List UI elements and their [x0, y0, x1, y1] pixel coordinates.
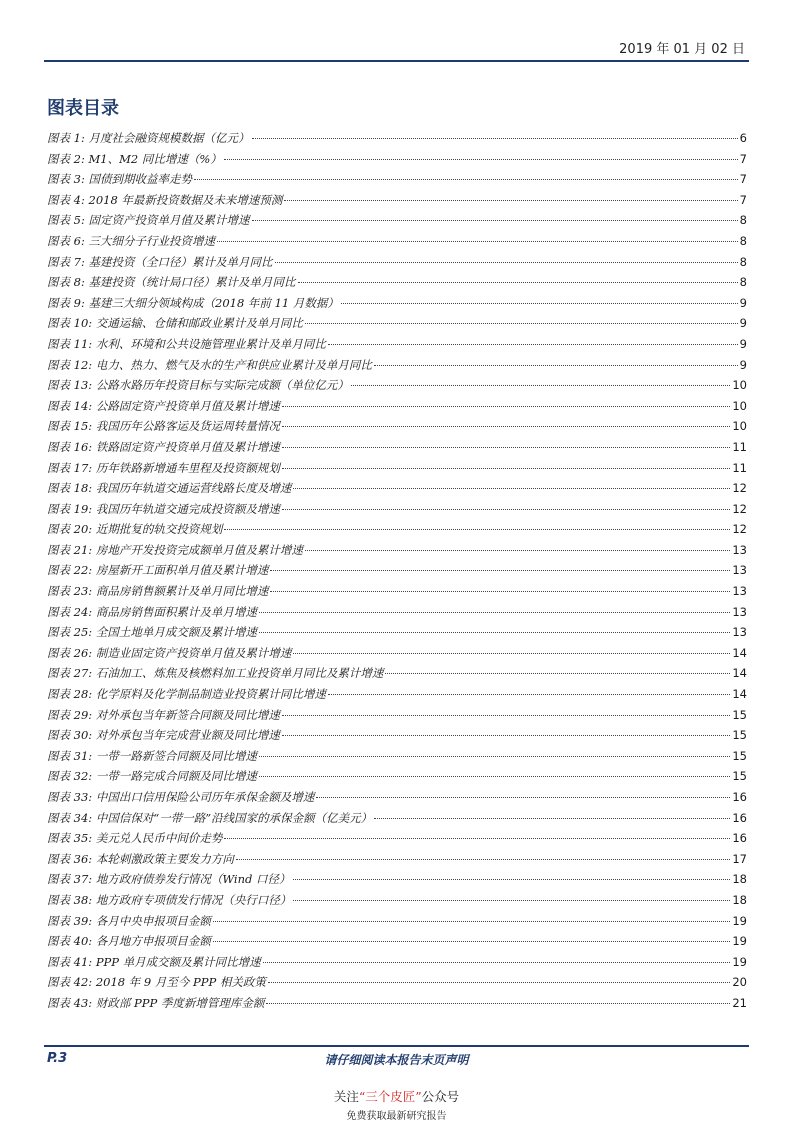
toc-leader-dots [217, 241, 738, 242]
toc-entry-label: 图表 5: 固定资产投资单月值及累计增速 [47, 213, 250, 228]
toc-entry[interactable] [47, 171, 747, 192]
toc-leader-dots [305, 550, 731, 551]
toc-leader-dots [224, 838, 730, 839]
toc-entry[interactable] [47, 418, 747, 439]
toc-list [47, 130, 747, 1016]
toc-entry[interactable] [47, 768, 747, 789]
toc-leader-dots [252, 138, 738, 139]
follow-prefix: 关注 [333, 1089, 359, 1104]
toc-entry-page: 13 [732, 542, 747, 557]
toc-entry-label: 图表 30: 对外承包当年完成营业额及同比增速 [47, 728, 280, 743]
toc-entry-page: 20 [732, 975, 747, 990]
toc-entry-label: 图表 3: 国债到期收益率走势 [47, 172, 193, 187]
header-divider [44, 60, 749, 62]
toc-entry-page: 15 [732, 728, 747, 743]
toc-entry[interactable] [47, 871, 747, 892]
toc-entry-label: 图表 9: 基建三大细分领域构成（2018 年前 11 月数据） [47, 295, 339, 310]
toc-entry[interactable] [47, 130, 747, 151]
toc-entry[interactable] [47, 439, 747, 460]
toc-entry-page: 12 [732, 481, 747, 496]
toc-entry[interactable] [47, 480, 747, 501]
toc-entry[interactable] [47, 233, 747, 254]
toc-entry[interactable] [47, 974, 747, 995]
toc-entry-label: 图表 21: 房地产开发投资完成额单月值及累计增速 [47, 542, 303, 557]
toc-title: 图表目录 [47, 98, 119, 119]
toc-entry-label: 图表 40: 各月地方申报项目金额 [47, 934, 211, 949]
toc-entry[interactable] [47, 274, 747, 295]
toc-leader-dots [293, 653, 730, 654]
toc-entry-label: 图表 37: 地方政府债券发行情况（Wind 口径） [47, 872, 291, 887]
toc-leader-dots [351, 385, 731, 386]
toc-leader-dots [341, 303, 738, 304]
toc-entry-label: 图表 12: 电力、热力、燃气及水的生产和供应业累计及单月同比 [47, 357, 372, 372]
toc-entry[interactable] [47, 624, 747, 645]
toc-entry-label: 图表 17: 历年铁路新增通车里程及投资额规划 [47, 460, 280, 475]
toc-entry-page: 12 [732, 501, 747, 516]
toc-entry-label: 图表 32: 一带一路完成合同额及同比增速 [47, 769, 257, 784]
toc-leader-dots [270, 570, 730, 571]
toc-leader-dots [282, 406, 731, 407]
toc-entry-label: 图表 14: 公路固定资产投资单月值及累计增速 [47, 398, 280, 413]
toc-entry[interactable] [47, 995, 747, 1016]
toc-entry-page: 17 [732, 851, 747, 866]
toc-leader-dots [282, 447, 731, 448]
toc-leader-dots [374, 365, 738, 366]
toc-entry-page: 18 [732, 872, 747, 887]
toc-entry-label: 图表 18: 我国历年轨道交通运营线路长度及增速 [47, 481, 292, 496]
toc-entry[interactable] [47, 727, 747, 748]
toc-entry[interactable] [47, 295, 747, 316]
toc-entry[interactable] [47, 810, 747, 831]
toc-leader-dots [259, 756, 731, 757]
toc-leader-dots [282, 509, 731, 510]
toc-entry-label: 图表 11: 水利、环境和公共设施管理业累计及单月同比 [47, 336, 326, 351]
toc-entry-label: 图表 39: 各月中央申报项目金额 [47, 913, 211, 928]
toc-entry-page: 11 [732, 460, 747, 475]
toc-leader-dots [316, 797, 730, 798]
toc-entry-page: 10 [732, 419, 747, 434]
toc-entry[interactable] [47, 212, 747, 233]
toc-entry-page: 15 [732, 748, 747, 763]
toc-leader-dots [213, 921, 731, 922]
toc-entry[interactable] [47, 336, 747, 357]
toc-entry[interactable] [47, 665, 747, 686]
toc-leader-dots [224, 529, 730, 530]
toc-entry[interactable] [47, 933, 747, 954]
toc-entry-label: 图表 15: 我国历年公路客运及货运周转量情况 [47, 419, 280, 434]
toc-leader-dots [282, 468, 731, 469]
toc-entry[interactable] [47, 954, 747, 975]
account-name: “三个皮匠” [358, 1089, 422, 1104]
toc-leader-dots [270, 591, 730, 592]
toc-entry[interactable] [47, 501, 747, 522]
toc-leader-dots [293, 900, 730, 901]
toc-leader-dots [328, 694, 731, 695]
toc-entry[interactable] [47, 398, 747, 419]
toc-entry-label: 图表 4: 2018 年最新投资数据及未来增速预测 [47, 192, 283, 207]
toc-leader-dots [224, 159, 738, 160]
toc-entry-label: 图表 38: 地方政府专项债发行情况（央行口径） [47, 892, 292, 907]
toc-entry-page: 14 [732, 666, 747, 681]
toc-entry-page: 18 [732, 892, 747, 907]
toc-entry-label: 图表 22: 房屋新开工面积单月值及累计增速 [47, 563, 269, 578]
toc-entry-page: 8 [739, 275, 747, 290]
toc-entry-label: 图表 43: 财政部 PPP 季度新增管理库金额 [47, 995, 265, 1010]
toc-entry[interactable] [47, 357, 747, 378]
toc-entry-page: 16 [732, 831, 747, 846]
report-date: 2019 年 01 月 02 日 [619, 42, 745, 57]
toc-leader-dots [259, 632, 731, 633]
toc-entry-page: 16 [732, 790, 747, 804]
toc-entry[interactable] [47, 315, 747, 336]
toc-entry[interactable] [47, 542, 747, 563]
toc-entry-page: 6 [739, 131, 747, 145]
toc-entry[interactable] [47, 645, 747, 666]
toc-entry-label: 图表 10: 交通运输、仓储和邮政业累计及单月同比 [47, 316, 303, 331]
toc-entry-page: 11 [732, 439, 747, 454]
toc-leader-dots [293, 879, 731, 880]
toc-leader-dots [298, 282, 738, 283]
toc-entry-page: 13 [732, 625, 747, 640]
toc-entry-page: 19 [732, 954, 747, 969]
toc-entry-page: 8 [739, 213, 747, 228]
toc-entry[interactable] [47, 151, 747, 172]
toc-entry-page: 12 [732, 522, 747, 537]
free-report-text: 免费获取最新研究报告 [346, 1111, 447, 1122]
toc-entry-page: 15 [732, 769, 747, 784]
toc-leader-dots [385, 673, 730, 674]
toc-entry-page: 9 [739, 357, 747, 372]
toc-entry-page: 13 [732, 563, 747, 578]
toc-entry[interactable] [47, 562, 747, 583]
toc-entry[interactable] [47, 830, 747, 851]
toc-entry-label: 图表 28: 化学原料及化学制品制造业投资累计同比增速 [47, 687, 326, 702]
toc-entry-label: 图表 2: M1、M2 同比增速（%） [47, 151, 222, 166]
toc-entry[interactable] [47, 892, 747, 913]
toc-entry-page: 7 [739, 151, 747, 166]
toc-entry-page: 8 [739, 254, 747, 269]
toc-entry[interactable] [47, 192, 747, 213]
toc-leader-dots [259, 612, 731, 613]
toc-entry[interactable] [47, 583, 747, 604]
toc-entry[interactable] [47, 377, 747, 398]
toc-entry-page: 7 [739, 172, 747, 187]
toc-entry-page: 13 [732, 584, 747, 599]
toc-leader-dots [282, 735, 731, 736]
toc-leader-dots [374, 818, 730, 819]
toc-entry-label: 图表 23: 商品房销售额累计及单月同比增速 [47, 584, 269, 599]
toc-leader-dots [213, 941, 731, 942]
toc-entry[interactable] [47, 789, 747, 810]
toc-entry-page: 14 [732, 645, 747, 660]
toc-entry-page: 7 [739, 192, 747, 207]
toc-entry-label: 图表 35: 美元兑人民币中间价走势 [47, 831, 223, 846]
page-number: P.3 [47, 1051, 68, 1066]
toc-entry-label: 图表 20: 近期批复的轨交投资规划 [47, 522, 223, 537]
toc-entry-page: 21 [732, 995, 747, 1010]
toc-entry-label: 图表 7: 基建投资（全口径）累计及单月同比 [47, 254, 273, 269]
disclaimer-text: 请仔细阅读本报告末页声明 [324, 1053, 469, 1067]
toc-entry-label: 图表 31: 一带一路新签合同额及同比增速 [47, 748, 257, 763]
toc-entry[interactable] [47, 748, 747, 769]
toc-entry-label: 图表 1: 月度社会融资规模数据（亿元） [47, 131, 250, 145]
toc-entry-page: 9 [739, 336, 747, 351]
toc-entry[interactable] [47, 686, 747, 707]
toc-entry-label: 图表 16: 铁路固定资产投资单月值及累计增速 [47, 439, 280, 454]
toc-leader-dots [328, 344, 738, 345]
toc-entry-label: 图表 36: 本轮刺激政策主要发力方向 [47, 851, 234, 866]
toc-entry[interactable] [47, 460, 747, 481]
toc-entry-label: 图表 25: 全国土地单月成交额及累计增速 [47, 625, 257, 640]
toc-entry-label: 图表 27: 石油加工、炼焦及核燃料加工业投资单月同比及累计增速 [47, 666, 384, 681]
toc-entry-label: 图表 41: PPP 单月成交额及累计同比增速 [47, 954, 261, 969]
toc-leader-dots [266, 1003, 730, 1004]
toc-entry-page: 15 [732, 707, 747, 722]
toc-entry[interactable] [47, 851, 747, 872]
toc-leader-dots [263, 962, 731, 963]
toc-entry-page: 9 [739, 316, 747, 331]
toc-entry-page: 8 [739, 233, 747, 248]
toc-leader-dots [252, 220, 738, 221]
toc-entry-label: 图表 29: 对外承包当年新签合同额及同比增速 [47, 707, 280, 722]
toc-entry-page: 19 [732, 934, 747, 949]
toc-leader-dots [194, 179, 738, 180]
toc-entry-page: 14 [732, 687, 747, 702]
toc-entry-label: 图表 26: 制造业固定资产投资单月值及累计增速 [47, 645, 292, 660]
toc-leader-dots [275, 262, 738, 263]
toc-leader-dots [268, 982, 730, 983]
toc-leader-dots [282, 426, 731, 427]
toc-entry-label: 图表 24: 商品房销售面积累计及单月增速 [47, 604, 257, 619]
toc-entry-page: 10 [732, 398, 747, 413]
toc-leader-dots [236, 859, 731, 860]
follow-suffix: 公众号 [421, 1089, 460, 1104]
footer-divider [44, 1045, 749, 1047]
toc-entry-label: 图表 33: 中国出口信用保险公司历年承保金额及增速 [47, 790, 315, 804]
toc-leader-dots [305, 323, 738, 324]
toc-entry-label: 图表 8: 基建投资（统计局口径）累计及单月同比 [47, 275, 296, 290]
toc-entry-page: 16 [732, 810, 747, 825]
toc-leader-dots [282, 715, 731, 716]
toc-entry-page: 9 [739, 295, 747, 310]
toc-entry[interactable] [47, 604, 747, 625]
toc-leader-dots [293, 488, 730, 489]
toc-entry-label: 图表 6: 三大细分子行业投资增速 [47, 233, 216, 248]
toc-entry-page: 10 [732, 378, 747, 393]
toc-leader-dots [259, 776, 731, 777]
toc-entry-label: 图表 13: 公路水路历年投资目标与实际完成额（单位亿元） [47, 378, 349, 393]
toc-entry-page: 13 [732, 604, 747, 619]
toc-entry-page: 19 [732, 913, 747, 928]
follow-line [0, 1087, 793, 1105]
toc-entry-label: 图表 42: 2018 年 9 月至今 PPP 相关政策 [47, 975, 266, 990]
toc-entry[interactable] [47, 521, 747, 542]
toc-entry[interactable] [47, 707, 747, 728]
toc-leader-dots [284, 200, 737, 201]
toc-entry[interactable] [47, 913, 747, 934]
toc-entry[interactable] [47, 254, 747, 275]
toc-entry-label: 图表 34: 中国信保对“一带一路”沿线国家的承保金额（亿美元） [47, 810, 373, 825]
toc-entry-label: 图表 19: 我国历年轨道交通完成投资额及增速 [47, 501, 280, 516]
